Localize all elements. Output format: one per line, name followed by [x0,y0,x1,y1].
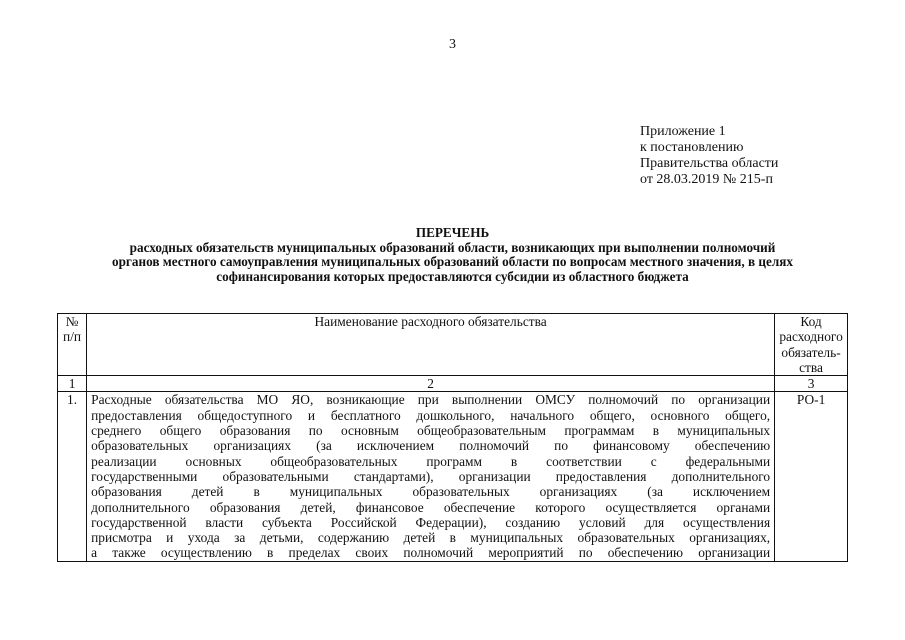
appendix-line: Приложение 1 [640,124,726,139]
obligations-table [57,313,848,562]
column-index: 2 [87,376,775,392]
table-header-row [58,314,848,376]
column-index: 3 [775,376,848,392]
title-heading: ПЕРЕЧЕНЬ [415,225,490,240]
header-number: № п/п [58,314,87,376]
title-line: софинансирования которых предоставляются субсидии из областного бюджета [216,268,689,284]
appendix-line: Правительства области [640,156,779,171]
description-line: образования детей в муниципальных образовательных организациях (за исключением [91,484,771,500]
description-line: среднего общего образования по основным общеобразовательным программам в муниципальных [91,423,771,439]
description-line: дополнительного образования детей, финансовое обеспечение которого осуществляется органами [91,499,771,515]
appendix-block [640,124,778,188]
row-number: 1. [58,392,87,561]
description-line: предоставления общедоступного и бесплатного дошкольного, начального общего, основного общего, [91,407,771,423]
description-line: а также осуществлению в пределах своих полномочий мероприятий по обеспечению организации [91,545,771,561]
description-line: образовательных организациях (за исключением полномочий по финансовому обеспечению [91,438,771,454]
description-line: реализации основных общеобразовательных программ в соответствии с федеральными [91,453,771,469]
appendix-date-line: от 28.03.2019 № 215-п [640,172,773,187]
obligation-description [87,392,775,561]
appendix-line: к постановлению [640,140,744,155]
table-row [58,392,848,561]
page-number: 3 [449,37,456,52]
title-line: органов местного самоуправления муниципальных образований области по вопросам местного значения, в целях [111,254,793,270]
page-bottom-mask [0,594,905,640]
title-line: расходных обязательств муниципальных образований области, возникающих при выполнении полномочий [129,239,776,255]
description-line: государственной власти субъекта Российской Федерации), созданию условий для осуществления [91,514,771,530]
header-code: Код расходного обязатель- ства [775,314,848,376]
header-name: Наименование расходного обязательства [87,314,775,376]
description-line: присмотра и ухода за детьми, содержанию детей в муниципальных образовательных организациях, [91,530,771,546]
column-index-row [58,376,848,392]
obligation-code: РО-1 [775,392,848,561]
document-title [60,226,845,284]
column-index: 1 [58,376,87,392]
description-line: Расходные обязательства МО ЯО, возникающие при выполнении ОМСУ полномочий по организации [91,392,771,408]
description-line: государственными образовательными стандартами), организации предоставления дополнительного [91,468,771,484]
